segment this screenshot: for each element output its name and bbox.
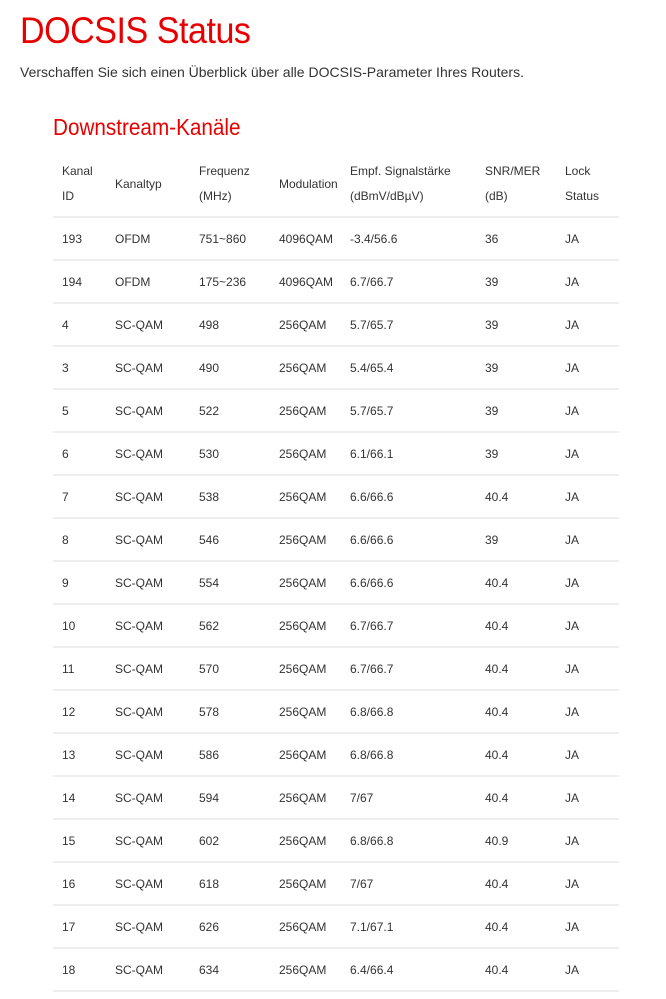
column-header-kanal-id xyxy=(53,152,106,217)
cell-lock-status: JA xyxy=(556,561,619,604)
page-title: DOCSIS Status xyxy=(20,10,251,51)
table-row xyxy=(53,475,619,518)
cell-signalstaerke: 6.8/66.8 xyxy=(341,819,476,862)
cell-lock-status: JA xyxy=(556,260,619,303)
cell-kanal-id: 4 xyxy=(53,303,106,346)
cell-kanaltyp: SC-QAM xyxy=(106,346,190,389)
cell-signalstaerke: 5.7/65.7 xyxy=(341,303,476,346)
cell-kanaltyp: SC-QAM xyxy=(106,303,190,346)
cell-kanaltyp: SC-QAM xyxy=(106,905,190,948)
cell-kanaltyp: OFDM xyxy=(106,217,190,260)
cell-kanaltyp: SC-QAM xyxy=(106,432,190,475)
column-header-modulation xyxy=(270,152,341,217)
cell-snr-mer: 39 xyxy=(476,389,556,432)
cell-lock-status: JA xyxy=(556,819,619,862)
cell-kanal-id: 14 xyxy=(53,776,106,819)
page-description: Verschaffen Sie sich einen Überblick über alle DOCSIS-Parameter Ihres Routers. xyxy=(20,64,524,80)
table-row xyxy=(53,217,619,260)
column-header-kanaltyp xyxy=(106,152,190,217)
column-header-frequenz xyxy=(190,152,270,217)
cell-modulation: 256QAM xyxy=(270,475,341,518)
cell-kanaltyp: SC-QAM xyxy=(106,690,190,733)
table-row xyxy=(53,260,619,303)
cell-signalstaerke: 6.1/66.1 xyxy=(341,432,476,475)
table-row xyxy=(53,561,619,604)
table-row xyxy=(53,690,619,733)
cell-kanaltyp: SC-QAM xyxy=(106,862,190,905)
cell-snr-mer: 40.4 xyxy=(476,647,556,690)
cell-modulation: 256QAM xyxy=(270,432,341,475)
table-row xyxy=(53,776,619,819)
column-header-signalstaerke xyxy=(341,152,476,217)
cell-snr-mer: 39 xyxy=(476,346,556,389)
cell-frequenz: 562 xyxy=(190,604,270,647)
cell-kanal-id: 6 xyxy=(53,432,106,475)
cell-lock-status: JA xyxy=(556,776,619,819)
cell-signalstaerke: 6.8/66.8 xyxy=(341,690,476,733)
cell-kanal-id: 15 xyxy=(53,819,106,862)
cell-modulation: 256QAM xyxy=(270,948,341,991)
cell-kanal-id: 9 xyxy=(53,561,106,604)
cell-kanal-id: 12 xyxy=(53,690,106,733)
table-row xyxy=(53,862,619,905)
cell-frequenz: 522 xyxy=(190,389,270,432)
table-row xyxy=(53,819,619,862)
cell-signalstaerke: -3.4/56.6 xyxy=(341,217,476,260)
table-row xyxy=(53,389,619,432)
cell-snr-mer: 39 xyxy=(476,432,556,475)
cell-snr-mer: 36 xyxy=(476,217,556,260)
cell-frequenz: 538 xyxy=(190,475,270,518)
cell-signalstaerke: 6.7/66.7 xyxy=(341,647,476,690)
cell-lock-status: JA xyxy=(556,217,619,260)
cell-kanaltyp: SC-QAM xyxy=(106,475,190,518)
cell-lock-status: JA xyxy=(556,948,619,991)
column-header-label: Frequenz xyxy=(199,164,250,178)
cell-frequenz: 594 xyxy=(190,776,270,819)
cell-kanaltyp: SC-QAM xyxy=(106,948,190,991)
cell-snr-mer: 40.4 xyxy=(476,862,556,905)
cell-modulation: 256QAM xyxy=(270,690,341,733)
cell-modulation: 256QAM xyxy=(270,862,341,905)
column-header-unit: ID xyxy=(62,189,74,203)
table-row xyxy=(53,948,619,991)
cell-lock-status: JA xyxy=(556,346,619,389)
cell-snr-mer: 40.4 xyxy=(476,604,556,647)
cell-frequenz: 570 xyxy=(190,647,270,690)
cell-snr-mer: 40.4 xyxy=(476,475,556,518)
cell-kanal-id: 18 xyxy=(53,948,106,991)
column-header-label: Lock xyxy=(565,164,591,178)
cell-kanal-id: 17 xyxy=(53,905,106,948)
downstream-channels-table xyxy=(53,152,619,992)
cell-modulation: 256QAM xyxy=(270,819,341,862)
cell-signalstaerke: 7/67 xyxy=(341,862,476,905)
cell-lock-status: JA xyxy=(556,303,619,346)
cell-frequenz: 751~860 xyxy=(190,217,270,260)
cell-kanal-id: 5 xyxy=(53,389,106,432)
column-header-unit: Status xyxy=(565,189,600,203)
cell-lock-status: JA xyxy=(556,647,619,690)
table-header-row xyxy=(53,152,619,217)
cell-signalstaerke: 5.7/65.7 xyxy=(341,389,476,432)
cell-lock-status: JA xyxy=(556,604,619,647)
cell-frequenz: 530 xyxy=(190,432,270,475)
cell-snr-mer: 39 xyxy=(476,260,556,303)
cell-kanal-id: 7 xyxy=(53,475,106,518)
cell-frequenz: 626 xyxy=(190,905,270,948)
column-header-label: SNR/MER xyxy=(485,164,541,178)
cell-lock-status: JA xyxy=(556,690,619,733)
cell-kanal-id: 11 xyxy=(53,647,106,690)
cell-snr-mer: 39 xyxy=(476,518,556,561)
table-row xyxy=(53,647,619,690)
cell-modulation: 256QAM xyxy=(270,733,341,776)
cell-frequenz: 546 xyxy=(190,518,270,561)
cell-signalstaerke: 6.7/66.7 xyxy=(341,260,476,303)
cell-lock-status: JA xyxy=(556,389,619,432)
cell-kanaltyp: SC-QAM xyxy=(106,561,190,604)
table-row xyxy=(53,604,619,647)
cell-snr-mer: 40.4 xyxy=(476,776,556,819)
column-header-label: Empf. Signalstärke xyxy=(350,164,451,178)
column-header-label: Kanaltyp xyxy=(115,176,162,191)
cell-kanaltyp: SC-QAM xyxy=(106,389,190,432)
cell-lock-status: JA xyxy=(556,905,619,948)
cell-signalstaerke: 6.7/66.7 xyxy=(341,604,476,647)
cell-frequenz: 490 xyxy=(190,346,270,389)
cell-modulation: 4096QAM xyxy=(270,260,341,303)
table-row xyxy=(53,905,619,948)
cell-signalstaerke: 7.1/67.1 xyxy=(341,905,476,948)
cell-frequenz: 554 xyxy=(190,561,270,604)
column-header-label: Kanal xyxy=(62,164,93,178)
cell-modulation: 256QAM xyxy=(270,561,341,604)
cell-modulation: 256QAM xyxy=(270,389,341,432)
cell-modulation: 256QAM xyxy=(270,647,341,690)
cell-modulation: 256QAM xyxy=(270,905,341,948)
cell-frequenz: 602 xyxy=(190,819,270,862)
cell-snr-mer: 40.4 xyxy=(476,690,556,733)
table-row xyxy=(53,518,619,561)
cell-signalstaerke: 5.4/65.4 xyxy=(341,346,476,389)
cell-frequenz: 578 xyxy=(190,690,270,733)
cell-modulation: 4096QAM xyxy=(270,217,341,260)
cell-kanaltyp: SC-QAM xyxy=(106,518,190,561)
cell-modulation: 256QAM xyxy=(270,346,341,389)
cell-modulation: 256QAM xyxy=(270,776,341,819)
cell-kanal-id: 3 xyxy=(53,346,106,389)
cell-snr-mer: 40.4 xyxy=(476,561,556,604)
cell-kanal-id: 8 xyxy=(53,518,106,561)
column-header-snr-mer xyxy=(476,152,556,217)
cell-kanaltyp: SC-QAM xyxy=(106,647,190,690)
cell-kanal-id: 194 xyxy=(53,260,106,303)
cell-snr-mer: 40.4 xyxy=(476,733,556,776)
cell-modulation: 256QAM xyxy=(270,518,341,561)
table-row xyxy=(53,346,619,389)
column-header-unit: (dBmV/dBµV) xyxy=(350,189,424,203)
cell-kanaltyp: SC-QAM xyxy=(106,819,190,862)
cell-lock-status: JA xyxy=(556,733,619,776)
cell-snr-mer: 40.4 xyxy=(476,948,556,991)
cell-signalstaerke: 7/67 xyxy=(341,776,476,819)
column-header-label: Modulation xyxy=(279,176,338,191)
cell-frequenz: 586 xyxy=(190,733,270,776)
cell-kanal-id: 16 xyxy=(53,862,106,905)
cell-modulation: 256QAM xyxy=(270,604,341,647)
cell-snr-mer: 40.4 xyxy=(476,905,556,948)
cell-kanal-id: 10 xyxy=(53,604,106,647)
cell-signalstaerke: 6.6/66.6 xyxy=(341,518,476,561)
cell-kanaltyp: SC-QAM xyxy=(106,733,190,776)
cell-lock-status: JA xyxy=(556,862,619,905)
table-row xyxy=(53,432,619,475)
table-row xyxy=(53,733,619,776)
column-header-unit: (dB) xyxy=(485,189,508,203)
cell-kanaltyp: SC-QAM xyxy=(106,604,190,647)
cell-lock-status: JA xyxy=(556,518,619,561)
cell-frequenz: 498 xyxy=(190,303,270,346)
cell-kanaltyp: SC-QAM xyxy=(106,776,190,819)
table-row xyxy=(53,303,619,346)
cell-signalstaerke: 6.6/66.6 xyxy=(341,475,476,518)
cell-modulation: 256QAM xyxy=(270,303,341,346)
cell-snr-mer: 39 xyxy=(476,303,556,346)
cell-kanaltyp: OFDM xyxy=(106,260,190,303)
cell-frequenz: 634 xyxy=(190,948,270,991)
cell-lock-status: JA xyxy=(556,475,619,518)
cell-kanal-id: 13 xyxy=(53,733,106,776)
downstream-section-title: Downstream-Kanäle xyxy=(53,114,241,140)
cell-snr-mer: 40.9 xyxy=(476,819,556,862)
cell-lock-status: JA xyxy=(556,432,619,475)
cell-signalstaerke: 6.4/66.4 xyxy=(341,948,476,991)
cell-frequenz: 618 xyxy=(190,862,270,905)
cell-kanal-id: 193 xyxy=(53,217,106,260)
cell-frequenz: 175~236 xyxy=(190,260,270,303)
column-header-unit: (MHz) xyxy=(199,189,232,203)
column-header-lock-status xyxy=(556,152,619,217)
cell-signalstaerke: 6.8/66.8 xyxy=(341,733,476,776)
cell-signalstaerke: 6.6/66.6 xyxy=(341,561,476,604)
